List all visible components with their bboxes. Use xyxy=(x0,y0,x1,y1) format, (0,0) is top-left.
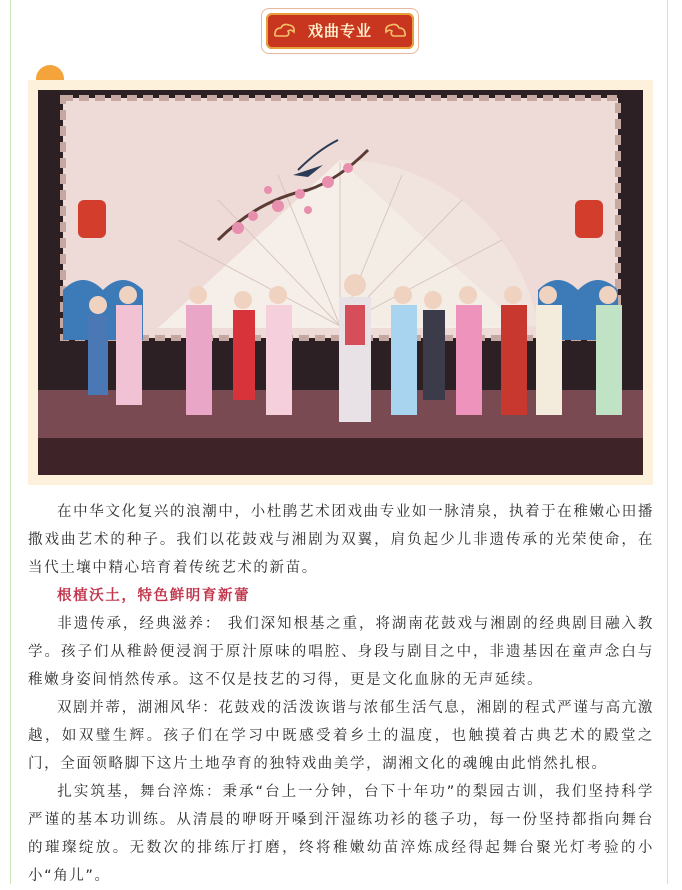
section-title: 戏曲专业 xyxy=(307,22,372,40)
stage-performance-photo xyxy=(38,90,643,475)
section-badge-inner xyxy=(266,13,414,49)
paragraph-training-text: 扎实筑基，舞台淬炼：秉承“台上一分钟，台下十年功”的梨园古训，我们坚持科学严谨的基本功训练。从清晨的咿呀开嗓到汗湿练功衫的毯子功，每一份坚持都指向舞台的璀璨绽放。无数次的排练厅打磨，终将稚嫩幼苗淬炼成经得起舞台聚光灯考验的小小“角儿”。 xyxy=(28,784,654,884)
section-heading xyxy=(28,582,654,610)
photo-frame xyxy=(28,80,653,485)
intro-paragraph xyxy=(28,498,654,582)
paragraph-dual-opera xyxy=(28,694,654,778)
paragraph-heritage xyxy=(28,610,654,694)
section-heading-text: 根植沃土，特色鲜明育新蕾 xyxy=(57,588,251,604)
paragraph-dual-opera-text: 双剧并蒂，湖湘风华：花鼓戏的活泼诙谐与浓郁生活气息，湘剧的程式严谨与高亢激越，如双璧生辉。孩子们在学习中既感受着乡土的温度，也触摸着古典艺术的殿堂之门，全面领略脚下这片土地孕育的独特戏曲美学，湖湘文化的魂魄由此悄然扎根。 xyxy=(28,700,654,772)
cloud-icon xyxy=(382,21,408,41)
paragraph-training xyxy=(28,778,654,890)
section-badge xyxy=(261,8,419,54)
paragraph-heritage-text: 非遗传承，经典滋养： 我们深知根基之重，将湖南花鼓戏与湘剧的经典剧目融入教学。孩子们从稚龄便浸润于原汁原味的唱腔、身段与剧目之中，非遗基因在童声念白与稚嫩身姿间悄然传承。这不仅是技艺的习得，更是文化血脉的无声延续。 xyxy=(28,616,654,688)
intro-text: 在中华文化复兴的浪潮中，小杜鹃艺术团戏曲专业如一脉清泉，执着于在稚嫩心田播撒戏曲艺术的种子。我们以花鼓戏与湘剧为双翼，肩负起少儿非遗传承的光荣使命，在当代土壤中精心培育着传统艺术的新苗。 xyxy=(28,504,654,576)
